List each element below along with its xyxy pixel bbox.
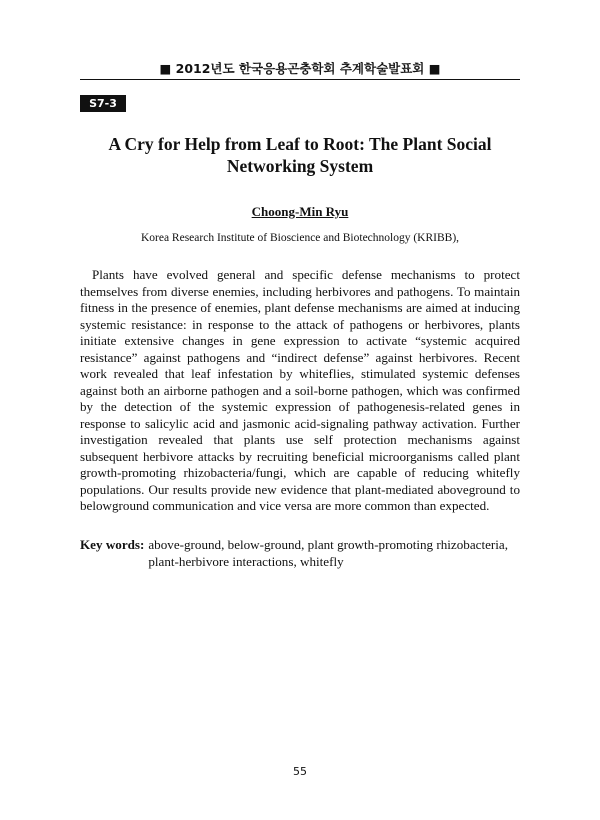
abstract-paragraph: Plants have evolved general and specific defense mechanisms to protect themselves from diverse enemies, including herbivores and pathogens. To maintain fitness in the presence of enemies, plant defense mechanisms are aimed at inducing systemic resistance: in response to the attack of pathogens or herbivores, plants initiate extensive changes in gene expression to activate “systemic acquired resistance” against pathogens and “indirect defense” against herbivores. Recent work revealed that leaf infestation by whiteflies, stimulated systemic defenses against both an airborne pathogen and a soil-borne pathogen, which was confirmed by the detection of the systemic expression of pathogenesis-related genes in response to salicylic acid and jasmonic acid-signaling pathway activation. Further investigation revealed that plants use self protection mechanisms against subsequent herbivore attacks by recruiting beneficial microorganisms called plant growth-promoting rhizobacteria/fungi, which are capable of reducing whitefly populations. Our results provide new evidence that plant-mediated aboveground to belowground communication and vice versa are more common than expected.	[80, 267, 520, 513]
header-divider	[80, 79, 520, 80]
conference-header: ■ 2012년도 한국응용곤충학회 추계학술발표회 ■	[159, 61, 441, 76]
keywords-label: Key words:	[80, 537, 145, 552]
author-name: Choong-Min Ryu	[251, 204, 349, 219]
page-number: 55	[293, 765, 307, 778]
keywords-list: above-ground, below-ground, plant growth-promoting rhizobacteria, plant-herbivore interactions, whitefly	[148, 537, 508, 569]
author-affiliation: Korea Research Institute of Bioscience and Biotechnology (KRIBB),	[140, 232, 460, 244]
paper-title: A Cry for Help from Leaf to Root: The Plant Social Networking System	[108, 134, 492, 176]
session-code-badge: S7-3	[80, 95, 126, 112]
keywords-section	[80, 537, 520, 570]
